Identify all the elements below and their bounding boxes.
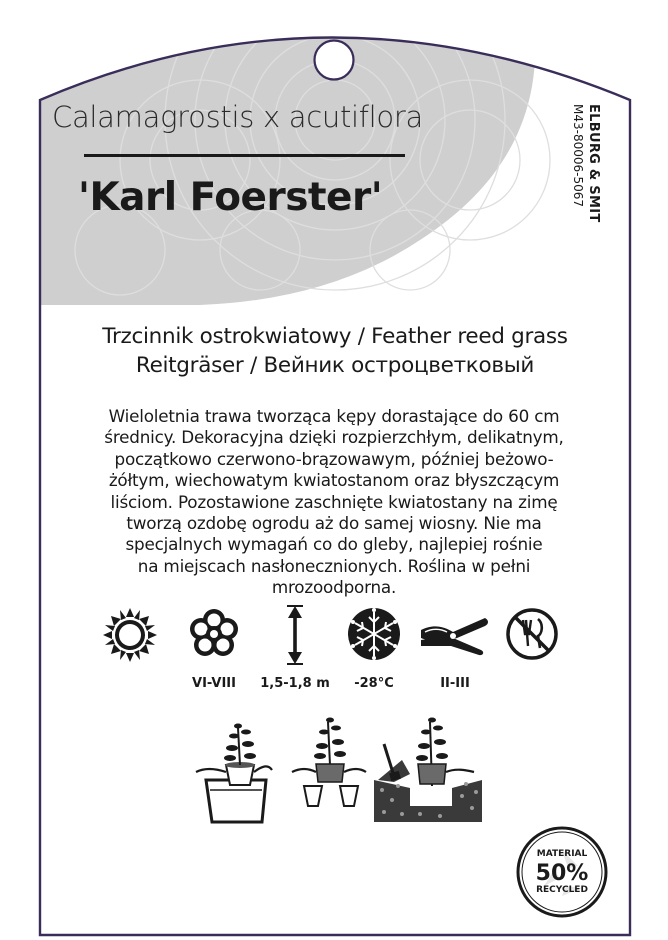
hardiness-caption: -28°C	[354, 676, 394, 691]
no-fertilizer-icon	[508, 610, 556, 658]
flower-period-caption: VI-VIII	[192, 676, 236, 691]
description-line: początkowo czerwono-brązowawym, później beżowo-	[114, 448, 554, 469]
hang-hole	[315, 41, 354, 80]
description-line: liściom. Pozostawione zaschnięte kwiatostany na zimę	[110, 491, 558, 512]
description-line: żółtym, wiechowatym kwiatostanom oraz błyszczącym	[108, 470, 560, 491]
header-grey-shape	[20, 0, 535, 305]
description-line: Wieloletnia trawa tworząca kępy dorastające do 60 cm	[108, 406, 560, 426]
snowflake-icon	[348, 608, 400, 660]
soak-pot-icon	[196, 724, 272, 823]
plant-in-ground-icon	[374, 718, 482, 823]
planting-steps	[0, 710, 668, 830]
description	[74, 406, 594, 599]
latin-name: Calamagrostis x acutiflora	[52, 100, 423, 134]
common-names-line-2: Reitgräser / Вейник остроцветковый	[135, 353, 535, 378]
description-line: specjalnych wymagań co do gleby, najlepiej rośnie	[125, 534, 543, 555]
pruning-shears-icon	[421, 618, 488, 655]
description-line: na miejscach nasłonecznionych. Roślina w pełni	[137, 555, 531, 576]
description-line: mrozoodporna.	[271, 577, 397, 598]
flower-icon	[190, 609, 238, 656]
sun-icon	[103, 608, 157, 662]
height-arrow-icon	[287, 605, 303, 665]
brand-name: ELBURG & SMIT	[586, 104, 601, 223]
height-caption: 1,5-1,8 m	[260, 676, 330, 691]
product-code: M43-80006-5067	[571, 104, 585, 207]
badge-bottom-text: RECYCLED	[536, 885, 588, 895]
badge-percent: 50%	[535, 861, 589, 886]
remove-pot-icon	[292, 718, 366, 807]
recycled-badge	[516, 826, 608, 918]
care-icons-row	[0, 598, 668, 678]
common-names-line-1: Trzcinnik ostrokwiatowy / Feather reed grass	[102, 324, 568, 349]
pruning-caption: II-III	[440, 676, 470, 691]
description-line: tworzą ozdobę ogrodu aż do samej wiosny. Nie ma	[126, 513, 542, 534]
title-divider	[84, 154, 405, 157]
description-line: średnicy. Dekoracyjna dzięki rozpierzchłym, delikatnym,	[104, 427, 564, 448]
badge-top-text: MATERIAL	[536, 849, 588, 859]
cultivar-name: 'Karl Foerster'	[78, 175, 383, 220]
